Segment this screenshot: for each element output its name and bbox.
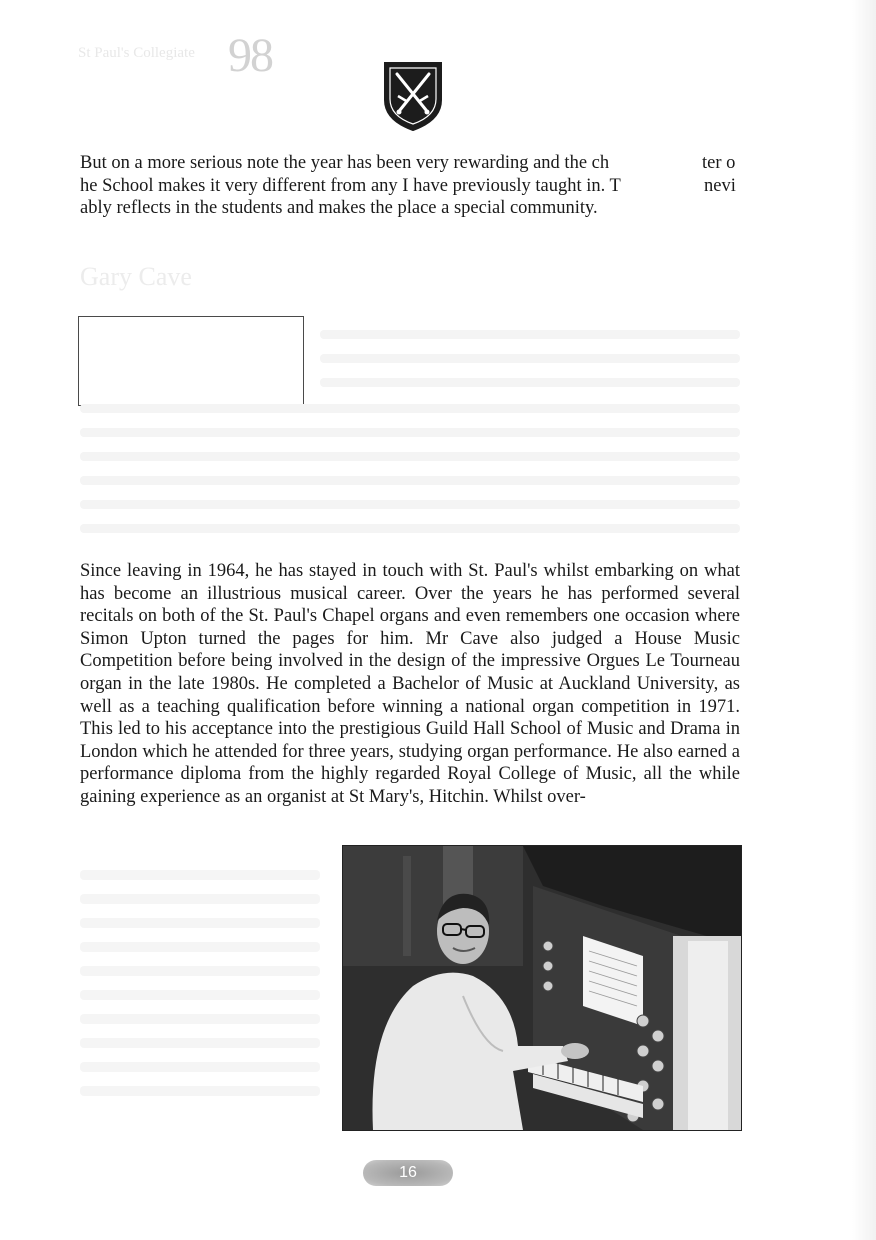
ghost-text-line — [80, 476, 740, 485]
ghost-text-line — [80, 500, 740, 509]
intro-fragment: nevi — [704, 175, 736, 196]
ghost-section-heading: Gary Cave — [80, 262, 192, 291]
organist-photo — [342, 845, 742, 1131]
ghost-text-line — [80, 918, 320, 928]
ghost-text-line — [80, 870, 320, 880]
ghost-text-line — [80, 966, 320, 976]
ghost-header-label: St Paul's Collegiate — [78, 45, 195, 61]
ghost-text-line — [80, 1062, 320, 1072]
intro-line: he School makes it very different from any I have previously taught in. T — [80, 175, 621, 196]
ghost-text-line — [80, 524, 740, 533]
intro-line: But on a more serious note the year has been very rewarding and the ch — [80, 153, 610, 173]
intro-paragraph — [80, 152, 740, 220]
ghost-text-line — [80, 894, 320, 904]
ghost-text-line — [80, 452, 740, 461]
ghost-text-line — [320, 330, 740, 339]
page-number: 16 — [399, 1164, 417, 1181]
ghost-text-line — [80, 1014, 320, 1024]
ghost-text-line — [80, 990, 320, 1000]
ghost-text-line — [80, 404, 740, 413]
intro-fragment: ter o — [702, 153, 736, 173]
page-edge-shadow — [852, 0, 876, 1240]
ghost-header-year: 98 — [228, 29, 272, 82]
photo-placeholder-box — [78, 316, 304, 406]
ghost-text-line — [80, 942, 320, 952]
ghost-text-line — [320, 354, 740, 363]
ghost-text-line — [80, 428, 740, 437]
intro-line: ably reflects in the students and makes the place a special community. — [80, 198, 598, 219]
main-paragraph: Since leaving in 1964, he has stayed in touch with St. Paul's whilst embarking on what has become an illustrious musical career. Over the years he has performed several recitals on both of the St. Paul's Chapel organs and even remembers one occasion where Simon Upton turned the pages for him. Mr Cave also judged a House Music Competition before being involved in the design of the impressive Orgues Le Tourneau organ in the late 1980s. He completed a Bachelor of Music at Auckland University, as well as a teaching qualification before winning a national organ competition in 1971. This led to his acceptance into the prestigious Guild Hall School of Music and Drama in London which he attended for three years, studying organ performance. He also earned a performance diploma from the highly regarded Royal College of Music, all the while gaining experience as an organist at St Mary's, Hitchin. Whilst over- — [80, 561, 740, 807]
ghost-text-line — [80, 1038, 320, 1048]
crossed-swords-shield-icon — [382, 60, 444, 132]
ghost-text-line — [80, 1086, 320, 1096]
ghost-text-line — [320, 378, 740, 387]
